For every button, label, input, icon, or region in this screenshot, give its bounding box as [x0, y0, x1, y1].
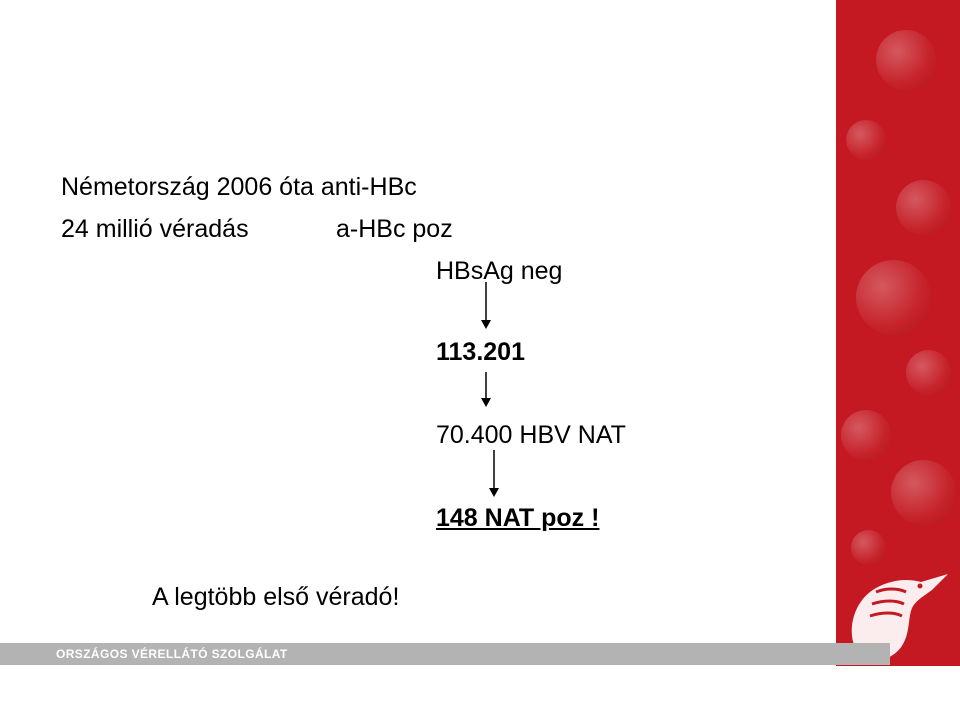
- blood-cell-decoration: [891, 460, 956, 525]
- blood-cell-decoration: [856, 260, 931, 335]
- blood-cell-decoration: [876, 30, 936, 90]
- heading-line: Németország 2006 óta anti-HBc: [61, 173, 417, 201]
- down-arrow-icon: [478, 282, 494, 330]
- blood-cell-decoration: [846, 120, 886, 160]
- hbsag-label: HBsAg neg: [436, 257, 563, 285]
- blood-cell-decoration: [841, 410, 891, 460]
- blood-cell-decoration: [906, 350, 951, 395]
- footnote-text: A legtöbb első véradó!: [152, 583, 400, 611]
- footer-bar: [0, 643, 890, 665]
- donation-count: 24 millió véradás: [61, 215, 249, 243]
- down-arrow-icon: [478, 372, 494, 408]
- blood-cell-decoration: [896, 180, 951, 235]
- antibody-label: a-HBc poz: [336, 215, 453, 243]
- nat-positive-count: 148 NAT poz !: [436, 504, 600, 532]
- down-arrow-icon: [486, 450, 502, 498]
- count-value: 113.201: [436, 338, 525, 366]
- organization-name: ORSZÁGOS VÉRELLÁTÓ SZOLGÁLAT: [56, 647, 288, 661]
- decorative-red-panel: [836, 0, 960, 666]
- nat-test-count: 70.400 HBV NAT: [436, 421, 626, 449]
